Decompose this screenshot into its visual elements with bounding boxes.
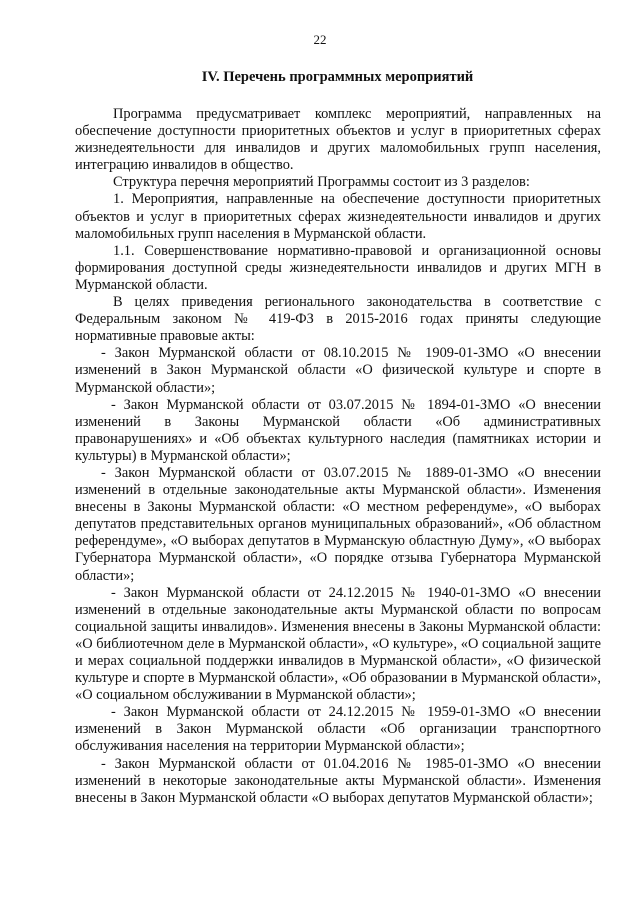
list-item: - Закон Мурманской области от 08.10.2015 № 1909-01-ЗМО «О внесении изменений в Закон Мурманской области «О физической культуре и спорте в Мурманской области»; [75,345,601,396]
paragraph: Программа предусматривает комплекс мероприятий, направленных на обеспечение доступности приоритетных объектов и услуг в приоритетных сферах жизнедеятельности для инвалидов и других маломобильных групп населения, интеграцию инвалидов в общество. [75,106,601,174]
list-item: - Закон Мурманской области от 03.07.2015 № 1889-01-ЗМО «О внесении изменений в отдельные законодательные акты Мурманской области». Изменения внесены в Законы Мурманской области: «О местном референдуме», «О выборах депутатов представительных органов муниципальных образований», «Об областном референдуме», «О выборах депутатов в Мурманскую областную Думу», «О выборах Губернатора Мурманской области», «О порядке отзыва Губернатора Мурманской области»; [75,464,601,584]
paragraph: 1. Мероприятия, направленные на обеспечение доступности приоритетных объектов и услуг в приоритетных сферах жизнедеятельности инвалидов и других маломобильных групп населения в Мурманской области. [75,191,601,242]
list-item: - Закон Мурманской области от 03.07.2015 № 1894-01-ЗМО «О внесении изменений в Законы Мурманской области «Об административных правонарушениях» и «Об объектах культурного наследия (памятниках истории и культуры) в Мурманской области»; [75,396,601,464]
page-number: 22 [313,32,327,47]
list-item: - Закон Мурманской области от 24.12.2015 № 1940-01-ЗМО «О внесении изменений в отдельные законодательные акты Мурманской области по вопросам социальной защиты инвалидов». Изменения внесены в Законы Мурманской области: «О библиотечном деле в Мурманской области», «О культуре», «О социальной защите и мерах социальной поддержки инвалидов в Мурманской области», «О физической культуре и спорте в Мурманской области», «Об образовании в Мурманской области», «О социальном обслуживании в Мурманской области»; [75,584,601,704]
paragraph: Структура перечня мероприятий Программы состоит из 3 разделов: [113,174,530,191]
section-heading: IV. Перечень программных мероприятий [201,69,474,85]
paragraph: В целях приведения регионального законодательства в соответствие с Федеральным законом № 419-ФЗ в 2015-2016 годах приняты следующие нормативные правовые акты: [75,294,601,345]
paragraph: 1.1. Совершенствование нормативно-правовой и организационной основы формирования доступной среды жизнедеятельности инвалидов и других МГН в Мурманской области. [75,242,601,293]
list-item: - Закон Мурманской области от 01.04.2016 № 1985-01-ЗМО «О внесении изменений в некоторые законодательные акты Мурманской области». Изменения внесены в Закон Мурманской области «О выборах депутатов Мурманской области»; [75,755,601,806]
list-item: - Закон Мурманской области от 24.12.2015 № 1959-01-ЗМО «О внесении изменений в Закон Мурманской области «Об организации транспортного обслуживания населения на территории Мурманской области»; [75,704,601,755]
document-body [75,106,601,807]
